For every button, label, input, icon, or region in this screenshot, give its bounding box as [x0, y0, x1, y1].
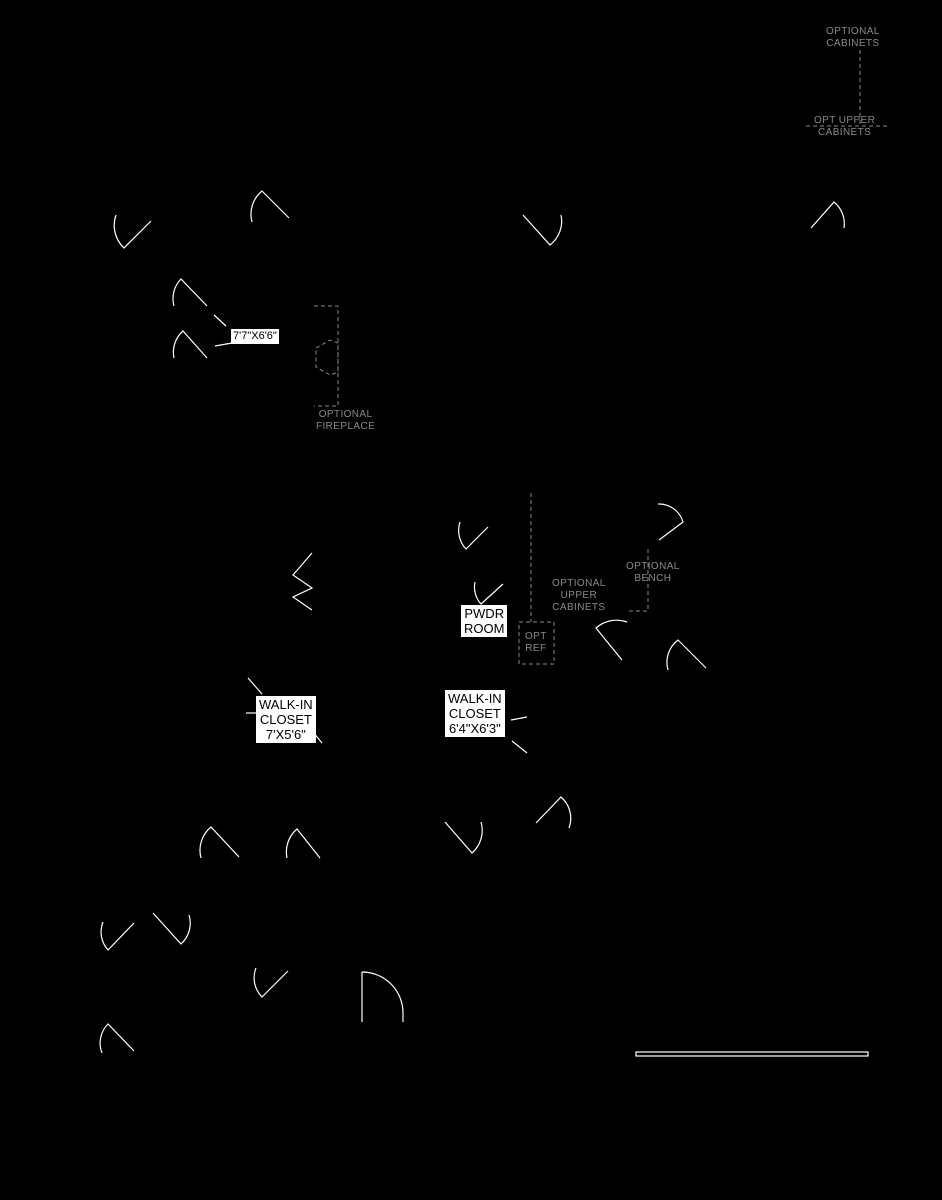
door-swing-icon — [251, 191, 289, 222]
optional-cabinets-label: OPTIONAL CABINETS — [826, 26, 880, 49]
door-swing-icon — [811, 202, 844, 228]
door-swing-icon — [459, 522, 488, 549]
walk-in-closet-label: WALK-IN CLOSET 7'X5'6" — [256, 696, 316, 743]
door-swing-icon — [173, 279, 207, 306]
door-swing-icon — [474, 582, 503, 604]
door-swing-icon — [523, 215, 562, 245]
powder-room-label: PWDR ROOM — [461, 605, 507, 637]
door-swing-icon — [445, 822, 482, 853]
door-swing-icon — [254, 968, 288, 997]
door-swing-icon — [286, 829, 320, 858]
optional-upper-cabinets-label: OPTIONAL UPPER CABINETS — [552, 578, 606, 613]
fireplace-outline — [314, 306, 338, 406]
door-swing-icon — [100, 1024, 134, 1053]
fireplace-hearth — [316, 340, 338, 375]
door-swing-icon — [596, 620, 627, 660]
room-size-label: 7'7"X6'6" — [233, 330, 277, 342]
optional-fireplace-label: OPTIONAL FIREPLACE — [316, 409, 376, 432]
door-swing-icon — [200, 827, 239, 858]
optional-bench-label: OPTIONAL BENCH — [626, 561, 680, 584]
bifold-door-icon — [248, 678, 262, 694]
bifold-door-icon — [293, 553, 312, 610]
leader-line — [214, 315, 226, 326]
walk-in-closet-label: WALK-IN CLOSET 6'4"X6'3" — [445, 690, 505, 737]
door-swing-icon — [362, 972, 403, 1022]
leader-line — [511, 717, 527, 720]
door-swing-icon — [173, 331, 207, 358]
opt-ref-label: OPT REF — [525, 631, 547, 654]
door-swing-icon — [101, 922, 134, 950]
bifold-door-icon — [512, 741, 527, 753]
door-swing-icon — [536, 797, 571, 828]
scale-bar — [636, 1052, 868, 1056]
leader-line — [215, 343, 232, 346]
door-swing-icon — [658, 504, 683, 540]
door-swing-icon — [667, 640, 706, 670]
door-swing-icon — [114, 215, 151, 248]
opt-upper-cabinets-label: OPT UPPER CABINETS — [814, 115, 876, 138]
door-swing-icon — [153, 913, 190, 944]
